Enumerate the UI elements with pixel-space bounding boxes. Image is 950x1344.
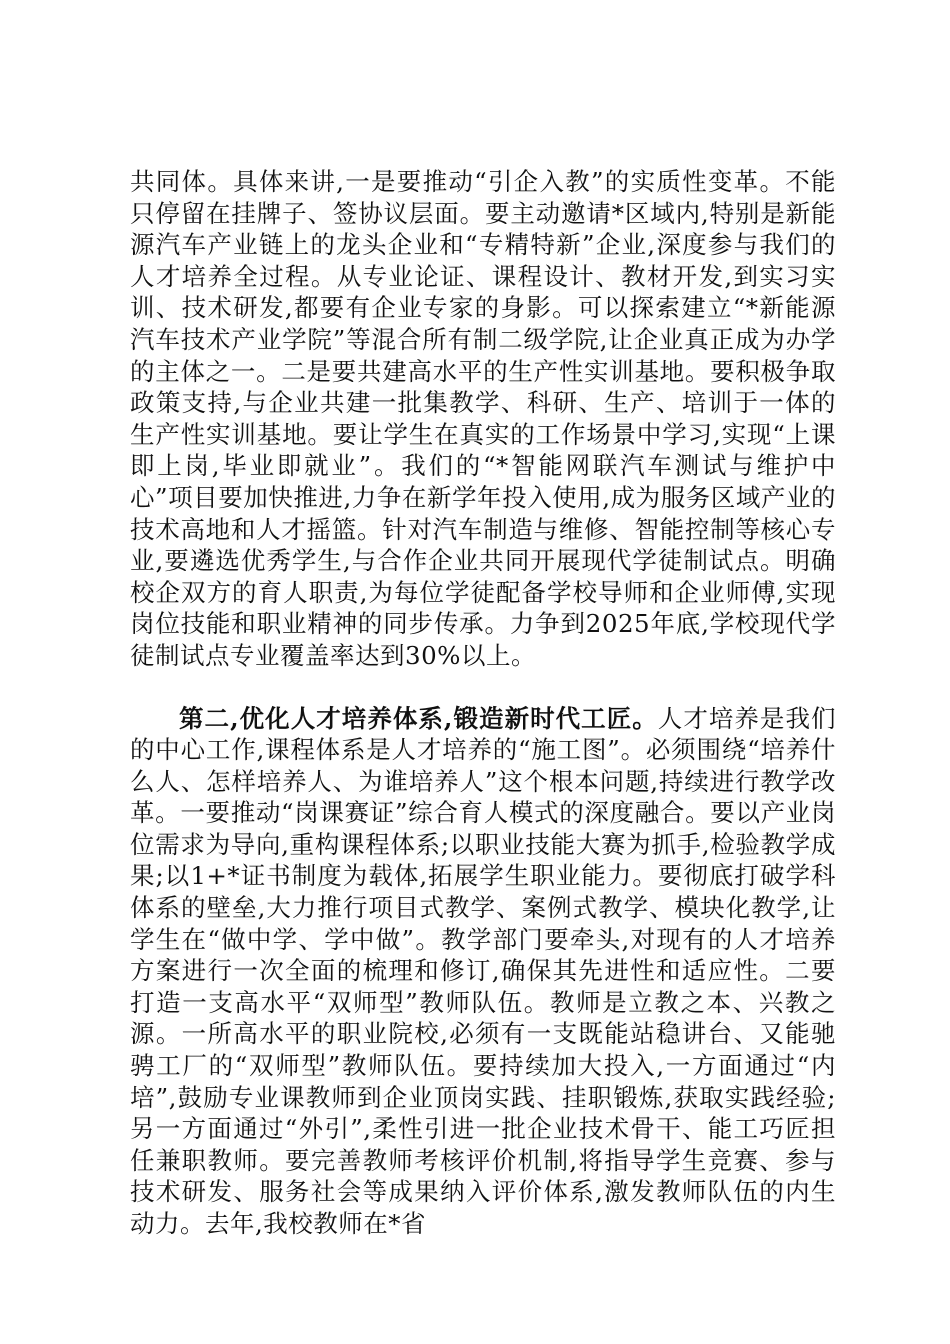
paragraph-2-text: 人才培养是我们的中心工作,课程体系是人才培养的“施工图”。必须围绕“培养什么人、怎样培养人、为谁培养人”这个根本问题,持续进行教学改革。一要推动“岗课赛证”综合育人模式的深度融合。要以产业岗位需求为导向,重构课程体系;以职业技能大赛为抓手,检验教学成果;以1+*证书制度为载体,拓展学生职业能力。要彻底打破学科体系的壁垒,大力推行项目式教学、案例式教学、模块化教学,让学生在“做中学、学中做”。教学部门要牵头,对现有的人才培养方案进行一次全面的梳理和修订,确保其先进性和适应性。二要打造一支高水平“双师型”教师队伍。教师是立教之本、兴教之源。一所高水平的职业院校,必须有一支既能站稳讲台、又能驰骋工厂的“双师型”教师队伍。要持续加大投入,一方面通过“内培”,鼓励专业课教师到企业顶岗实践、挂职锻炼,获取实践经验;另一方面通过“外引”,柔性引进一批企业技术骨干、能工巧匠担任兼职教师。要完善教师考核评价机制,将指导学生竞赛、参与技术研发、服务社会等成果纳入评价体系,激发教师队伍的内生动力。去年,我校教师在*省 — [130, 703, 836, 1238]
paragraph-2 — [130, 703, 836, 1240]
paragraph-1 — [130, 166, 836, 672]
document-page — [130, 166, 836, 1240]
paragraph-1-text: 共同体。具体来讲,一是要推动“引企入教”的实质性变革。不能只停留在挂牌子、签协议层面。要主动邀请*区域内,特别是新能源汽车产业链上的龙头企业和“专精特新”企业,深度参与我们的人才培养全过程。从专业论证、课程设计、教材开发,到实习实训、技术研发,都要有企业专家的身影。可以探索建立“*新能源汽车技术产业学院”等混合所有制二级学院,让企业真正成为办学的主体之一。二是要共建高水平的生产性实训基地。要积极争取政策支持,与企业共建一批集教学、科研、生产、培训于一体的生产性实训基地。要让学生在真实的工作场景中学习,实现“上课即上岗,毕业即就业”。我们的“*智能网联汽车测试与维护中心”项目要加快推进,力争在新学年投入使用,成为服务区域产业的技术高地和人才摇篮。针对汽车制造与维修、智能控制等核心专业,要遴选优秀学生,与合作企业共同开展现代学徒制试点。明确校企双方的育人职责,为每位学徒配备学校导师和企业师傅,实现岗位技能和职业精神的同步传承。力争到2025年底,学校现代学徒制试点专业覆盖率达到30%以上。 — [130, 167, 836, 670]
paragraph-2-lead: 第二,优化人才培养体系,锻造新时代工匠。 — [179, 703, 658, 733]
